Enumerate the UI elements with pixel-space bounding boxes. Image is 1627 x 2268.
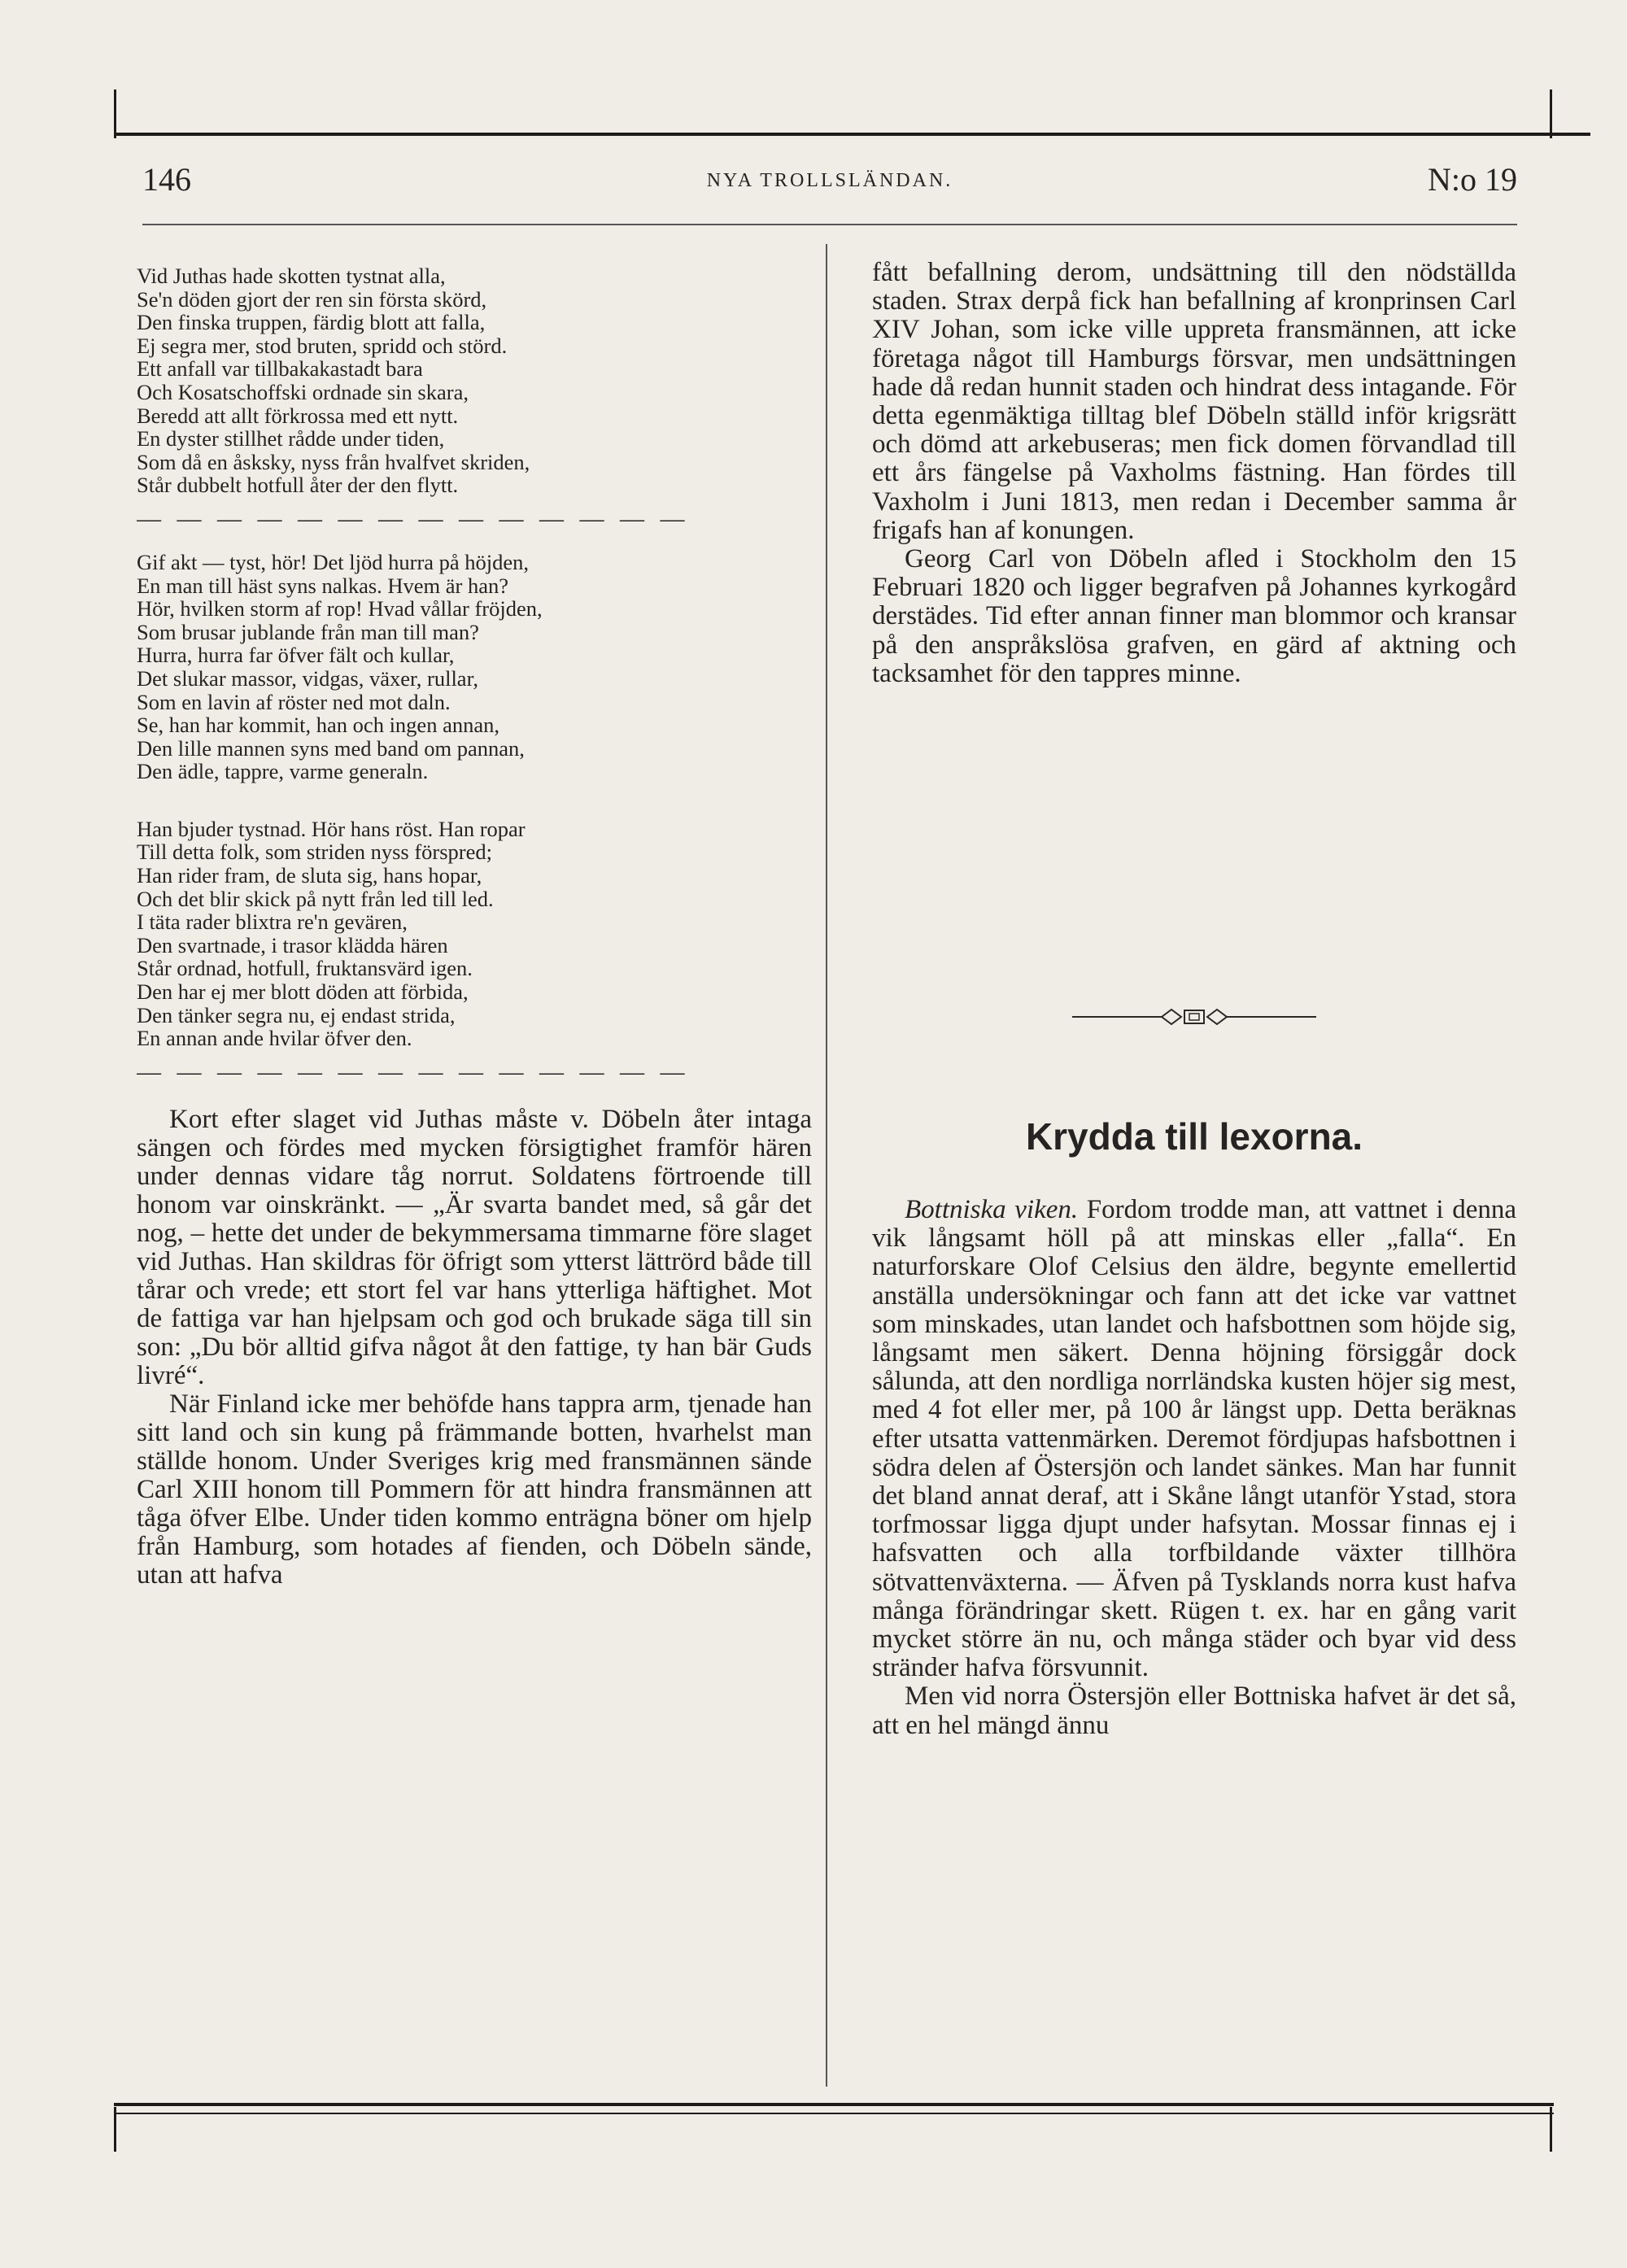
section-title: Krydda till lexorna. — [1025, 1115, 1363, 1158]
verse-line: Gif akt — tyst, hör! Det ljöd hurra på höjden, — [137, 549, 530, 574]
paragraph: Georg Carl von Döbeln afled i Stockholm den 15 Februari 1820 och ligger begrafven på Johannes kyrkogård derstädes. Tid efter annan finner man blommor och kransar på den anspråkslösa grafven, en gärd af aktning och tacksamhet för den tappres minne. — [872, 544, 1516, 688]
poem-stanza-3 — [137, 818, 812, 1050]
paragraph: fått befallning derom, undsättning till den nödställda staden. Strax derpå fick han befallning af kronprinsen Carl XIV Johan, som icke ville uppreta fransmännen, att icke företaga något till Hamburgs försvar, men undsättningen hade då redan hunnit staden och hindrat dess intagande. För detta egenmäktiga tilltag blef Döbeln ställd inför krigsrätt och dömd att arkebuseras; men fick domen förvandlad till ett års fängelse på Vaxholms fästning. Han fördes till Vaxholm i Juni 1813, men redan i December samma år frigafs han af konungen. — [872, 258, 1516, 545]
verse-line: Den tänker segra nu, ej endast strida, — [137, 1002, 456, 1027]
verse-line: Till detta folk, som striden nyss förspred; — [137, 840, 492, 865]
header-underline — [142, 224, 1517, 225]
verse-line: Hör, hvilken storm af rop! Hvad vållar fröjden, — [137, 596, 543, 622]
verse-line: Han rider fram, de sluta sig, hans hopar, — [137, 863, 482, 888]
paragraph: Men vid norra Östersjön eller Bottniska hafvet är det så, att en hel mängd ännu — [872, 1681, 1516, 1740]
right-tick-bottom — [1550, 2107, 1552, 2152]
bottom-border-rule-2 — [114, 2113, 1554, 2114]
issue-number: N:o 19 — [1428, 161, 1517, 198]
column-divider — [826, 244, 827, 2087]
verse-line: Den ädle, tappre, varme generaln. — [137, 759, 429, 784]
periodical-title: NYA TROLLSLÄNDAN. — [706, 170, 953, 191]
poem-stanza-1 — [137, 264, 812, 497]
lead-in: Bottniska viken. — [905, 1195, 1079, 1224]
bottom-border-rule — [114, 2103, 1554, 2106]
paragraph: När Finland icke mer behöfde hans tappra arm, tjenade han sitt land och sin kung på främmande botten, hvarhelst man ställde honom. Under Sveriges krig med fransmännen sände Carl XIII honom till Pommern för att hindra fransmännen att tåga öfver Elbe. Under tiden kommo enträgna böner om hjelp från Hamburg, som hotades af fienden, och Döbeln sände, utan att hafva — [137, 1389, 812, 1590]
left-tick-bottom — [114, 2107, 116, 2152]
paragraph-text: Fordom trodde man, att vattnet i denna vik långsamt höll på att minskas eller „falla“. En naturforskare Olof Celsius den äldre, begynte emellertid anställa undersökningar och fann att det icke var vattnet som minskades, utan landet och hafsbottnen som höjde sig, långsamt men säkert. Denna höjning försiggår dock sålunda, att den nordliga norrländska kusten höjer sig mest, med 4 fot eller mer, på 100 år längst upp. Detta beräknas efter utsatta vattenmärken. Deremot fördjupas hafsbottnen i södra delen af Östersjön och landet sänkes. Man har funnit det bland annat deraf, att i Skåne långt utanför Ystad, stora torfmossar ligga djupt under hafsytan. Mossar finnas ej i hafsvatten och alla torfbildande växter tillhöra sötvattenväxterna. — Äfven på Tysklands norra kust hafva många förändringar skett. Rügen t. ex. har en gång varit mycket större än nu, och många städer och byar vid dess stränder hafva försvunnit. — [872, 1195, 1516, 1683]
poem-separator: — — — — — — — — — — — — — — — [137, 504, 690, 532]
verse-line: Står ordnad, hotfull, fruktansvärd igen. — [137, 956, 473, 981]
right-tick-top — [1550, 89, 1552, 138]
verse-line: Se'n döden gjort der ren sin första skörd, — [137, 286, 487, 312]
verse-line: Han bjuder tystnad. Hör hans röst. Han ropar — [137, 816, 526, 841]
verse-line: Den har ej mer blott döden att förbida, — [137, 979, 469, 1005]
paragraph — [872, 1196, 1516, 1682]
verse-line: Och Kosatschoffski ordnade sin skara, — [137, 379, 469, 404]
verse-line: En man till häst syns nalkas. Hvem är han? — [137, 573, 509, 598]
page-header — [142, 150, 1517, 207]
verse-line: Den svartnade, i trasor klädda hären — [137, 932, 448, 957]
verse-line: Som brusar jublande från man till man? — [137, 619, 479, 644]
right-column — [872, 259, 1516, 688]
verse-line: Det slukar massor, vidgas, växer, rullar, — [137, 665, 478, 691]
poem-separator-2: — — — — — — — — — — — — — — — [137, 1058, 690, 1085]
verse-line: I täta rader blixtra re'n gevären, — [137, 909, 408, 935]
verse-line: Den finska truppen, färdig blott att falla, — [137, 310, 486, 335]
verse-line: Se, han har kommit, han och ingen annan, — [137, 713, 499, 738]
section-ornament — [1072, 1005, 1316, 1029]
verse-line: Ett anfall var tillbakakastadt bara — [137, 356, 423, 382]
section-body — [872, 1196, 1516, 1740]
page-number: 146 — [142, 161, 191, 198]
verse-line: En annan ande hvilar öfver den. — [137, 1026, 412, 1051]
paragraph: Kort efter slaget vid Juthas måste v. Döbeln åter intaga sängen och fördes med mycken försigtighet framför hären under dennas vidare tåg norrut. Soldatens förtroende till honom var oinskränkt. — „Är svarta bandet med, så går det nog, – hette det under de bekymmersama timmarne före slaget vid Juthas. Han skildras för öfrigt som ytterst lättrörd både till tårar och vrede; ett stort fel var hans ytterliga häftighet. Mot de fattiga var han hjelpsam och god och brukade säga till sin son: „Du bör alltid gifva något åt den fattige, ty han bär Guds livré“. — [137, 1104, 812, 1390]
verse-line: Som en lavin af röster ned mot daln. — [137, 689, 451, 714]
top-border-rule — [114, 133, 1590, 136]
verse-line: Som då en åsksky, nyss från hvalfvet skriden, — [137, 449, 530, 474]
left-tick-top — [114, 89, 116, 138]
verse-line: Och det blir skick på nytt från led till led. — [137, 886, 494, 911]
verse-line: En dyster stillhet rådde under tiden, — [137, 426, 445, 451]
verse-line: Ej segra mer, stod bruten, spridd och störd. — [137, 333, 508, 358]
verse-line: Vid Juthas hade skotten tystnat alla, — [137, 264, 446, 288]
verse-line: Den lille mannen syns med band om pannan, — [137, 735, 525, 761]
verse-line: Beredd att allt förkrossa med ett nytt. — [137, 403, 459, 428]
left-column — [137, 244, 812, 1590]
poem-stanza-2 — [137, 551, 812, 783]
verse-line: Står dubbelt hotfull åter der den flytt. — [137, 473, 459, 498]
verse-line: Hurra, hurra far öfver fält och kullar, — [137, 643, 455, 668]
